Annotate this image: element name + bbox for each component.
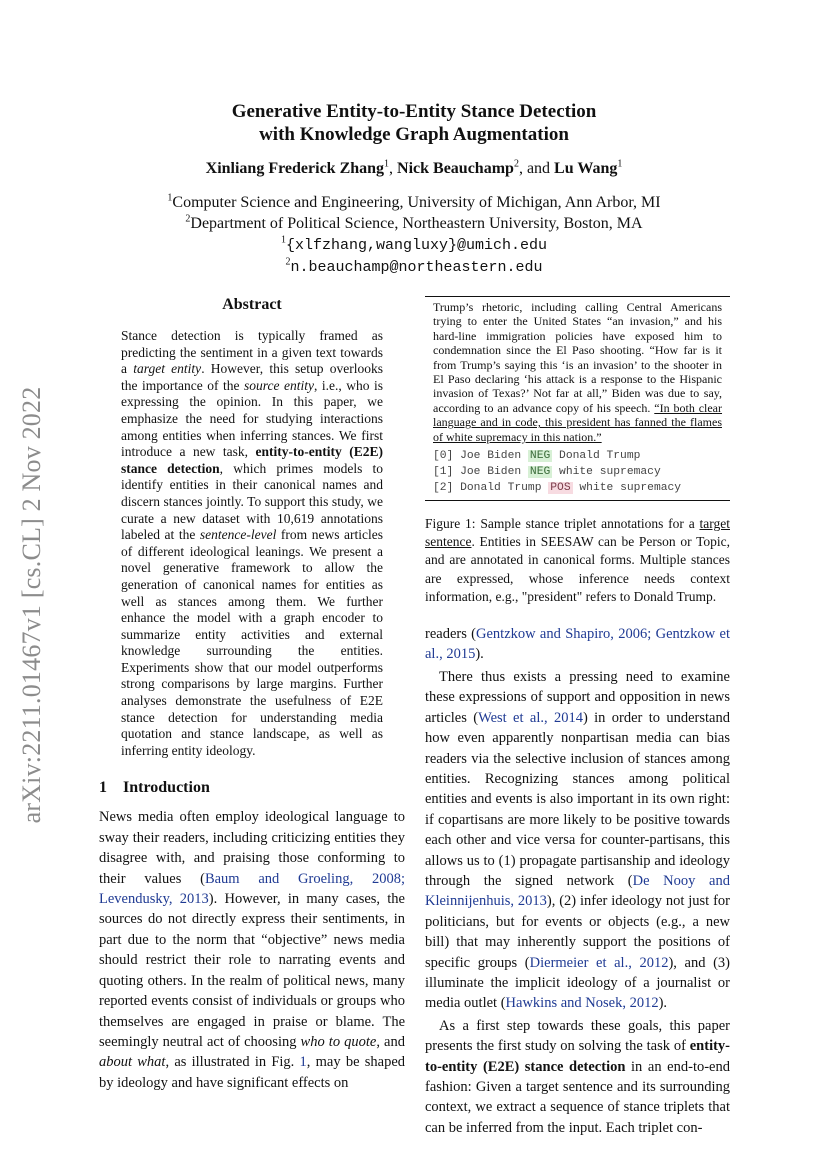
author-affil-mark: 2 (513, 158, 519, 170)
figure-caption (425, 515, 730, 606)
affil-mark: 1 (280, 234, 286, 246)
author-name: Lu Wang (554, 160, 618, 177)
text-segment: . Entities in SEESAW can be Person or Topic, and are annotated in canonical forms. Multiple stances are expressed, whose inference needs context information, e.g., "president" refers to Donald Trump. (425, 534, 730, 604)
body-paragraph (425, 624, 730, 665)
triplet-source: Donald Trump (460, 482, 542, 495)
email-text: {xlfzhang,wangluxy}@umich.edu (285, 237, 548, 254)
affiliation-line (0, 192, 828, 213)
text-segment: ). (658, 995, 668, 1012)
stance-triplet (433, 448, 722, 464)
affiliation-text: Computer Science and Engineering, University of Michigan, Ann Arbor, MI (172, 194, 661, 211)
email-line (0, 234, 828, 256)
text-segment: Figure 1: Sample stance triplet annotations for a (425, 516, 700, 532)
text-segment: “In both clear language and in code, this president has fanned the flames of white supremacy in this nation.” (433, 400, 723, 444)
stance-tag-pos: POS (550, 482, 571, 495)
author-separator: , (389, 160, 398, 177)
text-segment: target entity (133, 361, 202, 377)
text-segment: There thus exists a pressing need to examine these expressions of support and opposition in news articles ( (425, 668, 730, 726)
text-segment: ). (475, 646, 484, 663)
affiliation-block (0, 192, 828, 278)
arxiv-identifier-stamp (14, 360, 50, 850)
title-line-1: Generative Entity-to-Entity Stance Detection (231, 101, 597, 122)
text-segment: , may be shaped by ideology and have significant effects on (99, 1054, 406, 1091)
triplet-target: Donald Trump (559, 450, 641, 463)
body-paragraph (425, 1016, 730, 1138)
author-name: Xinliang Frederick Zhang (205, 160, 385, 177)
text-segment: readers ( (425, 626, 477, 643)
affiliation-line (0, 213, 828, 234)
text-segment: entity-to-entity (E2E) stance detection (425, 1038, 730, 1075)
affiliation-text: Department of Political Science, Northeastern University, Boston, MA (190, 215, 643, 232)
triplet-source: Joe Biden (460, 466, 522, 479)
citation-link[interactable]: West et al., 2014 (478, 709, 583, 726)
citation-link[interactable]: Diermeier et al., 2012 (529, 954, 669, 971)
triplet-source: Joe Biden (460, 450, 522, 463)
abstract-heading: Abstract (222, 296, 282, 313)
citation-link[interactable]: Hawkins and Nosek, 2012 (505, 995, 659, 1012)
figure-excerpt-text (433, 300, 722, 444)
text-segment: Trump’s rhetoric, including calling Central Americans trying to enter the United States “an invasion,” and his hard-line immigration policies have exposed him to condemnation since the El Paso shooting. “How far is it from Trump’s saying this ‘is an invasion’ to the shooter in El Paso declaring ‘his attack is a response to the Hispanic invasion of Texas?’ Not far at all,” Biden was due to say, according to an advance copy of his speech. (433, 300, 722, 415)
author-list (0, 159, 828, 179)
citation-link[interactable]: 1 (299, 1054, 307, 1071)
triplet-index: [0] (433, 450, 454, 463)
text-segment: News media often employ ideological language to sway their readers, including criticizing entities they disagree with, and praising those conforming to their values ( (99, 809, 405, 887)
author-affil-mark: 1 (617, 158, 623, 170)
paper-title (0, 100, 828, 146)
section-number: 1 (99, 779, 107, 797)
text-segment: ). However, in many cases, the sources do not directly express their sentiments, in part due to the norm that “objective” news media should restrict their role to narrating events and quoting others. In the realm of political news, many reported events consist of individuals or groups who themselves are engaged in praise or blame. The seemingly neutral act of choosing (99, 891, 405, 1050)
citation-link[interactable]: Baum and Groeling, 2008; Levendusky, 2013 (99, 870, 405, 908)
text-segment: , i.e., who is expressing the opinion. In this paper, we emphasize the need for studying interactions among entities when inferring stances. We first introduce a new task, (121, 377, 383, 460)
author-name: Nick Beauchamp (397, 160, 514, 177)
figure-1 (425, 296, 730, 501)
section-title: Introduction (123, 779, 210, 797)
text-segment: in an end-to-end fashion: Given a target sentence and its surrounding context, we extract a sequence of stance triplets that can be inferred from the input. Each triplet con- (425, 1058, 730, 1136)
stance-triplet (433, 480, 722, 496)
text-segment: entity-to-entity (E2E) stance detection (121, 444, 383, 476)
section-heading (99, 779, 405, 797)
triplet-target: white supremacy (579, 482, 682, 495)
triplet-target: white supremacy (559, 466, 661, 479)
title-line-2: with Knowledge Graph Augmentation (259, 124, 569, 145)
left-column (99, 296, 405, 1093)
text-segment: who to quote (300, 1033, 377, 1050)
arxiv-stamp-text: arXiv:2211.01467v1 [cs.CL] 2 Nov 2022 (17, 386, 46, 824)
author-affil-mark: 1 (384, 158, 390, 170)
text-segment: , which primes models to identify entities in their canonical names and discern stances jointly. To support this study, we curate a new dataset with 10,619 annotations labeled at the (121, 460, 384, 543)
text-segment: As a first step towards these goals, this paper presents the first study on solving the task of (425, 1017, 730, 1055)
stance-tag-neg: NEG (529, 466, 551, 479)
triplet-index: [2] (433, 482, 454, 495)
text-segment: source entity (243, 377, 314, 393)
text-segment: Stance detection is typically framed as predicting the sentiment in a given text towards a (121, 328, 383, 377)
body-paragraph (425, 667, 730, 1014)
citation-link[interactable]: Gentzkow and Shapiro, 2006; Gentzkow et al., 2015 (425, 626, 730, 663)
text-segment: , as illustrated in Fig. (165, 1054, 300, 1071)
abstract-body (121, 328, 383, 759)
stance-triplet-list (433, 448, 722, 496)
text-segment: from news articles of different ideological leanings. We present a novel generative framework to allow the generation of canonical names for entities as well as stances among them. We further enhance the model with a graph encoder to summarize entity activities and external knowledge surrounding the entities. Experiments show that our model outperforms strong comparisons by large margins. Further analyses demonstrate the usefulness of E2E stance detection for understanding media quotation and stance landscape, as well as inferring entity ideology. (121, 527, 384, 758)
stance-tag-neg: NEG (529, 450, 551, 463)
text-segment: sentence-level (199, 527, 277, 543)
triplet-index: [1] (433, 466, 454, 479)
text-segment: about what (99, 1054, 166, 1071)
email-text: n.beauchamp@northeastern.edu (290, 259, 543, 276)
author-separator: , and (518, 160, 555, 177)
text-segment: ) in order to understand how even apparently nonpartisan media can bias readers via the selective inclusion of stances among entities. Recognizing stances among political entities and events is also important in its own right: if copartisans are more likely to be positive towards each other and vice versa for counter-partisans, this allows us to (1) propagate partisanship and ideology through the signed network ( (425, 709, 730, 889)
text-segment: ), and (3) illuminate the implicit ideology of a journalist or media outlet ( (425, 954, 731, 1012)
right-column (425, 296, 730, 1138)
affil-mark: 2 (185, 213, 191, 225)
text-segment: . However, this setup overlooks the importance of the (121, 361, 384, 393)
email-line (0, 256, 828, 278)
stance-triplet (433, 464, 722, 480)
text-segment: target sentence (425, 516, 730, 550)
citation-link[interactable]: De Nooy and Kleinnijenhuis, 2013 (425, 872, 730, 910)
affil-mark: 2 (285, 256, 291, 268)
intro-paragraph (99, 807, 405, 1093)
affil-mark: 1 (167, 192, 173, 204)
text-segment: ), (2) infer ideology not just for politicians, but for events or objects (e.g., a new bill) that may inherently support the positions of specific groups ( (425, 893, 730, 971)
text-segment: , and (376, 1033, 405, 1050)
